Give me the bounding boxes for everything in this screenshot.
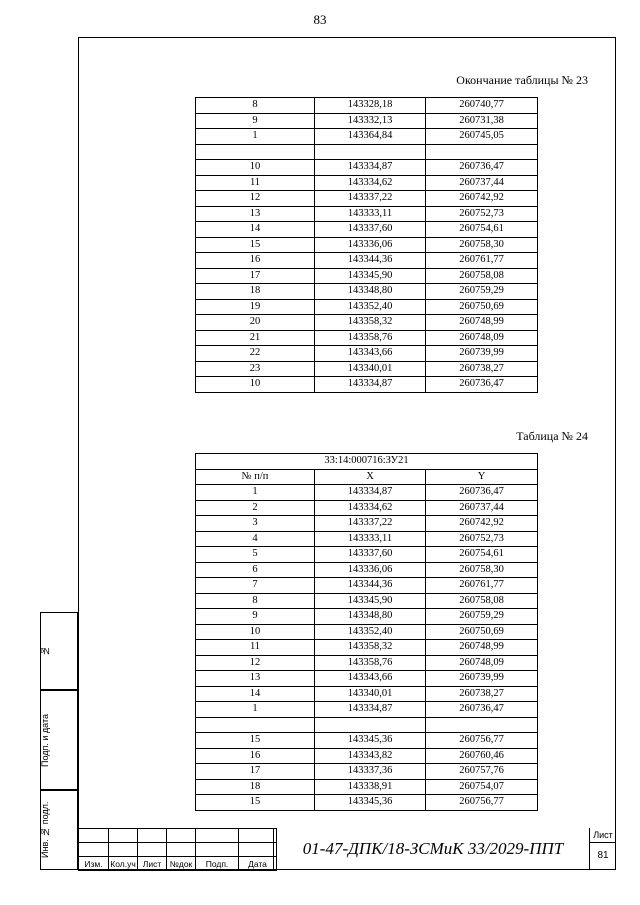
- cell-number: [196, 144, 315, 160]
- table23-caption: Окончание таблицы № 23: [456, 73, 588, 87]
- table-row: [196, 733, 538, 749]
- table-row: [196, 485, 538, 501]
- title-block: [78, 828, 616, 870]
- cell-y: 260752,73: [426, 531, 538, 547]
- side-label-sign-date: Подп. и дата: [40, 713, 50, 767]
- cell-y: 260738,27: [426, 686, 538, 702]
- cell-y: 260758,08: [426, 593, 538, 609]
- cell-y: 260758,08: [426, 268, 538, 284]
- cell-y: 260740,77: [426, 98, 538, 114]
- sheet-number: 81: [597, 850, 609, 861]
- table-row: [196, 144, 538, 160]
- table-row: [196, 547, 538, 563]
- cell-number: [196, 717, 315, 733]
- cell-number: 10: [196, 624, 315, 640]
- cell-x: 143340,01: [315, 686, 426, 702]
- cell-number: 19: [196, 299, 315, 315]
- cell-x: 143328,18: [315, 98, 426, 114]
- cell-number: 12: [196, 191, 315, 207]
- cell-x: 143348,80: [315, 609, 426, 625]
- side-label-no: №: [40, 646, 50, 656]
- cell-number: 11: [196, 175, 315, 191]
- table-row: [196, 361, 538, 377]
- cell-number: 20: [196, 315, 315, 331]
- stamp-qty: Кол.уч: [110, 858, 136, 869]
- cell-x: 143348,80: [315, 284, 426, 300]
- cell-x: 143343,66: [315, 671, 426, 687]
- table-row: [196, 268, 538, 284]
- cell-x: 143340,01: [315, 361, 426, 377]
- cell-x: 143352,40: [315, 624, 426, 640]
- table-row: [196, 748, 538, 764]
- stamp-date: Дата: [239, 857, 277, 871]
- cell-y: 260754,07: [426, 779, 538, 795]
- cell-number: 4: [196, 531, 315, 547]
- cell-number: 23: [196, 361, 315, 377]
- table-row: [196, 578, 538, 594]
- cell-x: 143337,22: [315, 516, 426, 532]
- cell-number: 14: [196, 222, 315, 238]
- cell-x: 143334,87: [315, 485, 426, 501]
- cell-x: 143358,32: [315, 315, 426, 331]
- cell-y: 260745,05: [426, 129, 538, 145]
- table-row: [196, 113, 538, 129]
- cell-number: 13: [196, 671, 315, 687]
- cell-y: 260756,77: [426, 795, 538, 811]
- table-row: [196, 531, 538, 547]
- cell-y: 260759,29: [426, 609, 538, 625]
- cell-y: 260737,44: [426, 500, 538, 516]
- cell-y: 260748,99: [426, 315, 538, 331]
- table-row: [196, 175, 538, 191]
- coordinates-table-23: [195, 97, 538, 393]
- stamp-sign: Подп.: [196, 857, 239, 871]
- table-row: [196, 686, 538, 702]
- cell-number: 9: [196, 113, 315, 129]
- cell-number: 18: [196, 284, 315, 300]
- cell-number: 15: [196, 237, 315, 253]
- table-row: [196, 562, 538, 578]
- cell-number: 13: [196, 206, 315, 222]
- cell-number: 15: [196, 795, 315, 811]
- cell-x: 143352,40: [315, 299, 426, 315]
- table-row: [196, 315, 538, 331]
- table-row: [196, 191, 538, 207]
- cell-y: 260736,47: [426, 160, 538, 176]
- table-row: [196, 717, 538, 733]
- coordinates-table-24: [195, 453, 538, 811]
- cell-x: 143345,36: [315, 733, 426, 749]
- cell-number: 5: [196, 547, 315, 563]
- table24-caption: Таблица № 24: [516, 429, 588, 443]
- cell-number: 1: [196, 485, 315, 501]
- cell-y: 260757,76: [426, 764, 538, 780]
- table-row: [196, 299, 538, 315]
- cell-y: 260748,09: [426, 655, 538, 671]
- cell-x: 143358,32: [315, 640, 426, 656]
- cell-number: 21: [196, 330, 315, 346]
- cell-number: 11: [196, 640, 315, 656]
- cell-y: 260752,73: [426, 206, 538, 222]
- cell-y: 260760,46: [426, 748, 538, 764]
- cell-x: 143336,06: [315, 562, 426, 578]
- cell-y: 260739,99: [426, 671, 538, 687]
- cell-x: 143338,91: [315, 779, 426, 795]
- table-row: [196, 640, 538, 656]
- side-label-inv-no: Инв. № подл.: [40, 801, 50, 859]
- stamp-sheet: Лист: [138, 857, 167, 871]
- cell-y: [426, 144, 538, 160]
- cell-x: 143337,36: [315, 764, 426, 780]
- stamp-change: Изм.: [79, 857, 109, 871]
- table-row: [196, 129, 538, 145]
- cell-y: 260748,09: [426, 330, 538, 346]
- cell-x: 143343,66: [315, 346, 426, 362]
- cell-number: 17: [196, 268, 315, 284]
- table-row: [196, 330, 538, 346]
- table-row: [196, 702, 538, 718]
- cell-y: 260737,44: [426, 175, 538, 191]
- cell-y: 260739,99: [426, 346, 538, 362]
- table-row: [196, 593, 538, 609]
- cell-number: 6: [196, 562, 315, 578]
- cell-number: 7: [196, 578, 315, 594]
- cell-x: 143334,62: [315, 500, 426, 516]
- cell-x: 143337,22: [315, 191, 426, 207]
- cell-number: 9: [196, 609, 315, 625]
- header-x: X: [315, 469, 426, 485]
- cell-y: 260731,38: [426, 113, 538, 129]
- table-row: [196, 779, 538, 795]
- table-row: [196, 516, 538, 532]
- header-number: № п/п: [196, 469, 315, 485]
- table-row: [196, 764, 538, 780]
- cell-y: 260754,61: [426, 222, 538, 238]
- cell-x: [315, 717, 426, 733]
- cell-y: 260756,77: [426, 733, 538, 749]
- cell-number: 2: [196, 500, 315, 516]
- table-row: [196, 500, 538, 516]
- document-number: 01-47-ДПК/18-ЗСМиК 33/2029-ППТ: [273, 828, 592, 870]
- cell-x: 143333,11: [315, 206, 426, 222]
- cell-x: 143345,90: [315, 268, 426, 284]
- cell-number: 3: [196, 516, 315, 532]
- cell-y: 260758,30: [426, 562, 538, 578]
- cell-number: 22: [196, 346, 315, 362]
- cell-x: 143343,82: [315, 748, 426, 764]
- cell-number: 16: [196, 253, 315, 269]
- cell-x: 143336,06: [315, 237, 426, 253]
- cell-x: 143337,60: [315, 547, 426, 563]
- cell-x: 143333,11: [315, 531, 426, 547]
- cell-y: 260759,29: [426, 284, 538, 300]
- table-row: [196, 671, 538, 687]
- cell-x: 143334,87: [315, 377, 426, 393]
- cell-y: [426, 717, 538, 733]
- table-row: [196, 795, 538, 811]
- cell-number: 8: [196, 98, 315, 114]
- table-row: [196, 624, 538, 640]
- table-row: [196, 222, 538, 238]
- cell-number: 1: [196, 129, 315, 145]
- cell-x: 143364,84: [315, 129, 426, 145]
- table-row: [196, 609, 538, 625]
- parcel-id: 33:14:000716:ЗУ21: [196, 454, 538, 470]
- cell-x: 143337,60: [315, 222, 426, 238]
- sheet-box: [589, 828, 616, 870]
- cell-x: [315, 144, 426, 160]
- cell-y: 260748,99: [426, 640, 538, 656]
- cell-number: 14: [196, 686, 315, 702]
- cell-y: 260750,69: [426, 299, 538, 315]
- cell-x: 143334,87: [315, 160, 426, 176]
- table-row: [196, 655, 538, 671]
- cell-number: 12: [196, 655, 315, 671]
- sheet-label: Лист: [590, 828, 616, 843]
- page-number: 83: [313, 12, 327, 27]
- cell-x: 143345,90: [315, 593, 426, 609]
- cell-y: 260736,47: [426, 702, 538, 718]
- stamp-doc: №док: [167, 857, 196, 871]
- cell-x: 143358,76: [315, 330, 426, 346]
- cell-number: 10: [196, 377, 315, 393]
- table-row: [196, 253, 538, 269]
- cell-y: 260742,92: [426, 191, 538, 207]
- table-row: [196, 284, 538, 300]
- cell-y: 260758,30: [426, 237, 538, 253]
- cell-y: 260761,77: [426, 578, 538, 594]
- cell-x: 143344,36: [315, 253, 426, 269]
- cell-number: 15: [196, 733, 315, 749]
- cell-number: 10: [196, 160, 315, 176]
- table-row: [196, 377, 538, 393]
- cell-number: 17: [196, 764, 315, 780]
- cell-x: 143334,87: [315, 702, 426, 718]
- cell-x: 143358,76: [315, 655, 426, 671]
- cell-y: 260736,47: [426, 485, 538, 501]
- cell-y: 260750,69: [426, 624, 538, 640]
- cell-y: 260742,92: [426, 516, 538, 532]
- table-row: [196, 160, 538, 176]
- cell-x: 143334,62: [315, 175, 426, 191]
- cell-number: 18: [196, 779, 315, 795]
- header-y: Y: [426, 469, 538, 485]
- cell-number: 8: [196, 593, 315, 609]
- cell-number: 16: [196, 748, 315, 764]
- cell-y: 260761,77: [426, 253, 538, 269]
- table-row: [196, 206, 538, 222]
- cell-x: 143332,13: [315, 113, 426, 129]
- cell-y: 260754,61: [426, 547, 538, 563]
- table-row: [196, 98, 538, 114]
- cell-x: 143344,36: [315, 578, 426, 594]
- table-row: [196, 346, 538, 362]
- stamp-grid: [78, 828, 277, 871]
- cell-y: 260738,27: [426, 361, 538, 377]
- cell-y: 260736,47: [426, 377, 538, 393]
- cell-number: 1: [196, 702, 315, 718]
- table-row: [196, 237, 538, 253]
- cell-x: 143345,36: [315, 795, 426, 811]
